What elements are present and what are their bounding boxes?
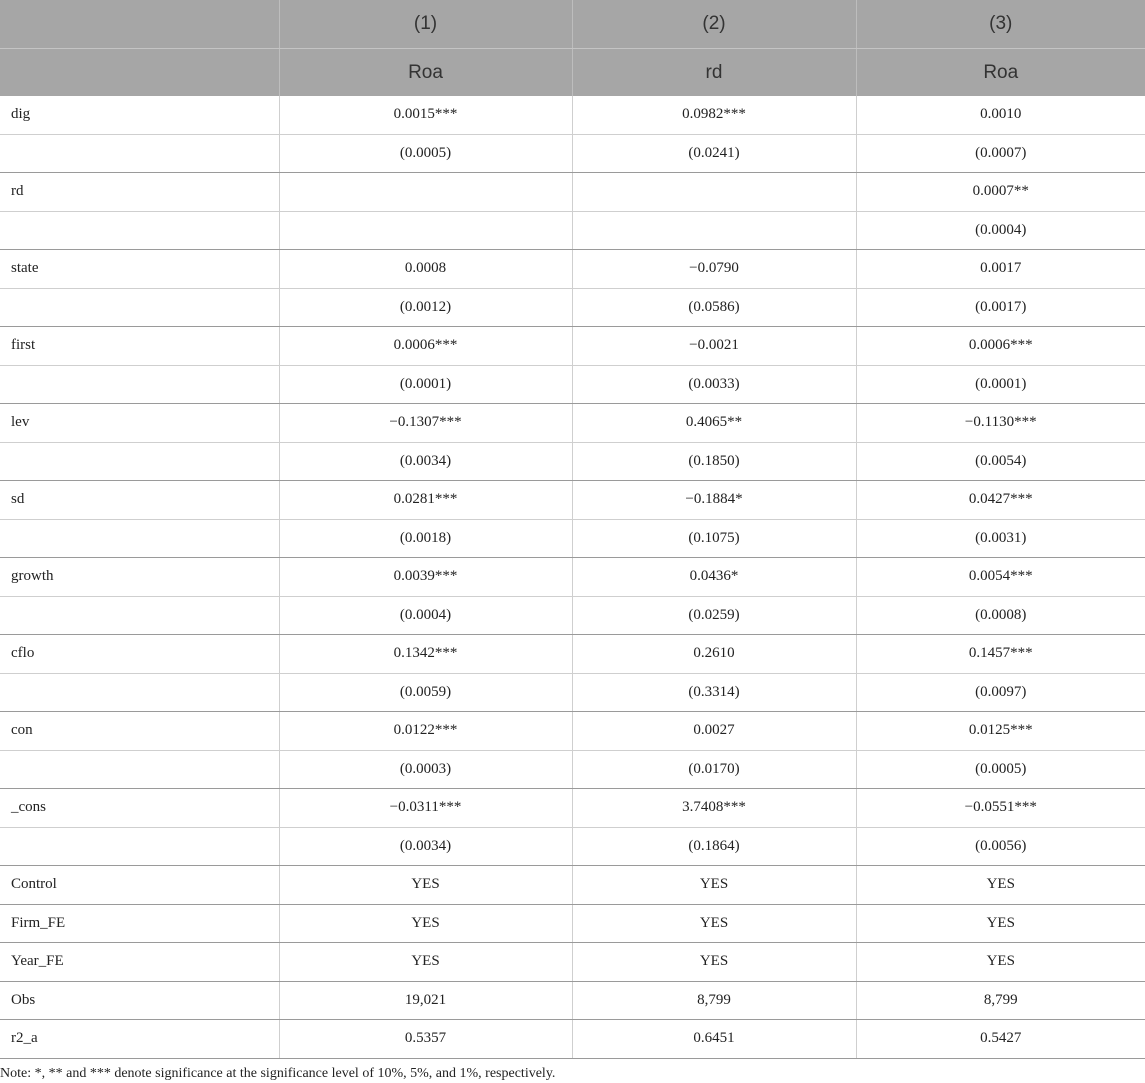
row-label-cell: [0, 673, 279, 712]
row-label-cell: Firm_FE: [0, 904, 279, 943]
table-row: [0, 404, 1145, 443]
value-cell: YES: [856, 866, 1145, 905]
table-row: [0, 750, 1145, 789]
value-cell: YES: [279, 904, 572, 943]
value-cell: YES: [279, 866, 572, 905]
value-cell: YES: [279, 943, 572, 982]
value-cell: 0.0015***: [279, 96, 572, 134]
value-cell: −0.0311***: [279, 789, 572, 828]
value-cell: (0.0034): [279, 827, 572, 866]
table-row: [0, 673, 1145, 712]
value-cell: (0.1075): [572, 519, 856, 558]
value-cell: YES: [856, 904, 1145, 943]
value-cell: YES: [856, 943, 1145, 982]
value-cell: −0.1884*: [572, 481, 856, 520]
table-row: [0, 211, 1145, 250]
table-row: [0, 519, 1145, 558]
row-label-cell: [0, 365, 279, 404]
value-cell: 0.2610: [572, 635, 856, 674]
value-cell: 0.0982***: [572, 96, 856, 134]
value-cell: 0.0008: [279, 250, 572, 289]
value-cell: (0.0170): [572, 750, 856, 789]
value-cell: −0.0551***: [856, 789, 1145, 828]
table-row: [0, 866, 1145, 905]
table-row: [0, 134, 1145, 173]
value-cell: 0.0006***: [856, 327, 1145, 366]
value-cell: (0.0033): [572, 365, 856, 404]
row-label-cell: [0, 288, 279, 327]
table-body: [0, 96, 1145, 1058]
value-cell: (0.0054): [856, 442, 1145, 481]
row-label-cell: r2_a: [0, 1020, 279, 1059]
value-cell: −0.0021: [572, 327, 856, 366]
row-label-cell: con: [0, 712, 279, 751]
value-cell: 0.0427***: [856, 481, 1145, 520]
table-row: [0, 943, 1145, 982]
value-cell: 0.0006***: [279, 327, 572, 366]
table-row: [0, 442, 1145, 481]
value-cell: [572, 211, 856, 250]
table-row: [0, 596, 1145, 635]
table-row: [0, 635, 1145, 674]
row-label-cell: Year_FE: [0, 943, 279, 982]
row-label-cell: growth: [0, 558, 279, 597]
value-cell: [279, 211, 572, 250]
table-row: [0, 904, 1145, 943]
value-cell: (0.3314): [572, 673, 856, 712]
value-cell: YES: [572, 866, 856, 905]
value-cell: 0.0010: [856, 96, 1145, 134]
value-cell: (0.0005): [279, 134, 572, 173]
value-cell: 0.6451: [572, 1020, 856, 1059]
row-label-cell: [0, 750, 279, 789]
row-label-cell: [0, 827, 279, 866]
table-row: [0, 250, 1145, 289]
header-row-model-numbers: [0, 0, 1145, 49]
value-cell: (0.0003): [279, 750, 572, 789]
header-cell: (3): [856, 0, 1145, 49]
value-cell: [572, 173, 856, 212]
row-label-cell: [0, 596, 279, 635]
value-cell: 8,799: [572, 981, 856, 1020]
value-cell: (0.1864): [572, 827, 856, 866]
row-label-cell: [0, 134, 279, 173]
value-cell: (0.0259): [572, 596, 856, 635]
value-cell: YES: [572, 943, 856, 982]
value-cell: YES: [572, 904, 856, 943]
table-row: [0, 173, 1145, 212]
value-cell: (0.0012): [279, 288, 572, 327]
value-cell: (0.0001): [279, 365, 572, 404]
value-cell: 0.4065**: [572, 404, 856, 443]
value-cell: −0.1307***: [279, 404, 572, 443]
row-label-cell: lev: [0, 404, 279, 443]
row-label-cell: [0, 211, 279, 250]
row-label-cell: Obs: [0, 981, 279, 1020]
row-label-cell: [0, 519, 279, 558]
value-cell: 0.5427: [856, 1020, 1145, 1059]
header-cell: (1): [279, 0, 572, 49]
row-label-cell: sd: [0, 481, 279, 520]
value-cell: (0.0056): [856, 827, 1145, 866]
value-cell: (0.0031): [856, 519, 1145, 558]
row-label-cell: dig: [0, 96, 279, 134]
table-row: [0, 981, 1145, 1020]
value-cell: (0.0018): [279, 519, 572, 558]
row-label-cell: cflo: [0, 635, 279, 674]
value-cell: 0.0122***: [279, 712, 572, 751]
table-row: [0, 789, 1145, 828]
row-label-cell: state: [0, 250, 279, 289]
table-row: [0, 827, 1145, 866]
table-note: Note: *, ** and *** denote significance at the significance level of 10%, 5%, and 1%, respectively.: [0, 1066, 556, 1081]
value-cell: (0.0241): [572, 134, 856, 173]
header-cell: Roa: [279, 49, 572, 97]
value-cell: 0.0017: [856, 250, 1145, 289]
header-cell: [0, 49, 279, 97]
value-cell: (0.0008): [856, 596, 1145, 635]
row-label-cell: first: [0, 327, 279, 366]
value-cell: (0.0059): [279, 673, 572, 712]
value-cell: 0.5357: [279, 1020, 572, 1059]
value-cell: (0.0004): [856, 211, 1145, 250]
row-label-cell: [0, 442, 279, 481]
value-cell: (0.0007): [856, 134, 1145, 173]
value-cell: [279, 173, 572, 212]
value-cell: (0.0586): [572, 288, 856, 327]
value-cell: −0.0790: [572, 250, 856, 289]
header-row-dependent-vars: [0, 49, 1145, 97]
value-cell: 0.0039***: [279, 558, 572, 597]
value-cell: 8,799: [856, 981, 1145, 1020]
row-label-cell: rd: [0, 173, 279, 212]
value-cell: 0.0054***: [856, 558, 1145, 597]
value-cell: 0.1457***: [856, 635, 1145, 674]
header-cell: [0, 0, 279, 49]
row-label-cell: Control: [0, 866, 279, 905]
value-cell: 19,021: [279, 981, 572, 1020]
table-header: [0, 0, 1145, 96]
value-cell: (0.0001): [856, 365, 1145, 404]
row-label-cell: _cons: [0, 789, 279, 828]
header-cell: Roa: [856, 49, 1145, 97]
table-row: [0, 712, 1145, 751]
value-cell: 3.7408***: [572, 789, 856, 828]
value-cell: 0.0007**: [856, 173, 1145, 212]
value-cell: 0.0027: [572, 712, 856, 751]
table-row: [0, 1020, 1145, 1059]
value-cell: 0.1342***: [279, 635, 572, 674]
value-cell: 0.0125***: [856, 712, 1145, 751]
table-row: [0, 288, 1145, 327]
header-cell: (2): [572, 0, 856, 49]
value-cell: 0.0436*: [572, 558, 856, 597]
value-cell: (0.0097): [856, 673, 1145, 712]
value-cell: (0.0005): [856, 750, 1145, 789]
value-cell: (0.0034): [279, 442, 572, 481]
value-cell: (0.0017): [856, 288, 1145, 327]
table-row: [0, 558, 1145, 597]
value-cell: −0.1130***: [856, 404, 1145, 443]
value-cell: (0.1850): [572, 442, 856, 481]
table-row: [0, 481, 1145, 520]
value-cell: 0.0281***: [279, 481, 572, 520]
table-row: [0, 365, 1145, 404]
table-row: [0, 96, 1145, 134]
header-cell: rd: [572, 49, 856, 97]
table-row: [0, 327, 1145, 366]
value-cell: (0.0004): [279, 596, 572, 635]
